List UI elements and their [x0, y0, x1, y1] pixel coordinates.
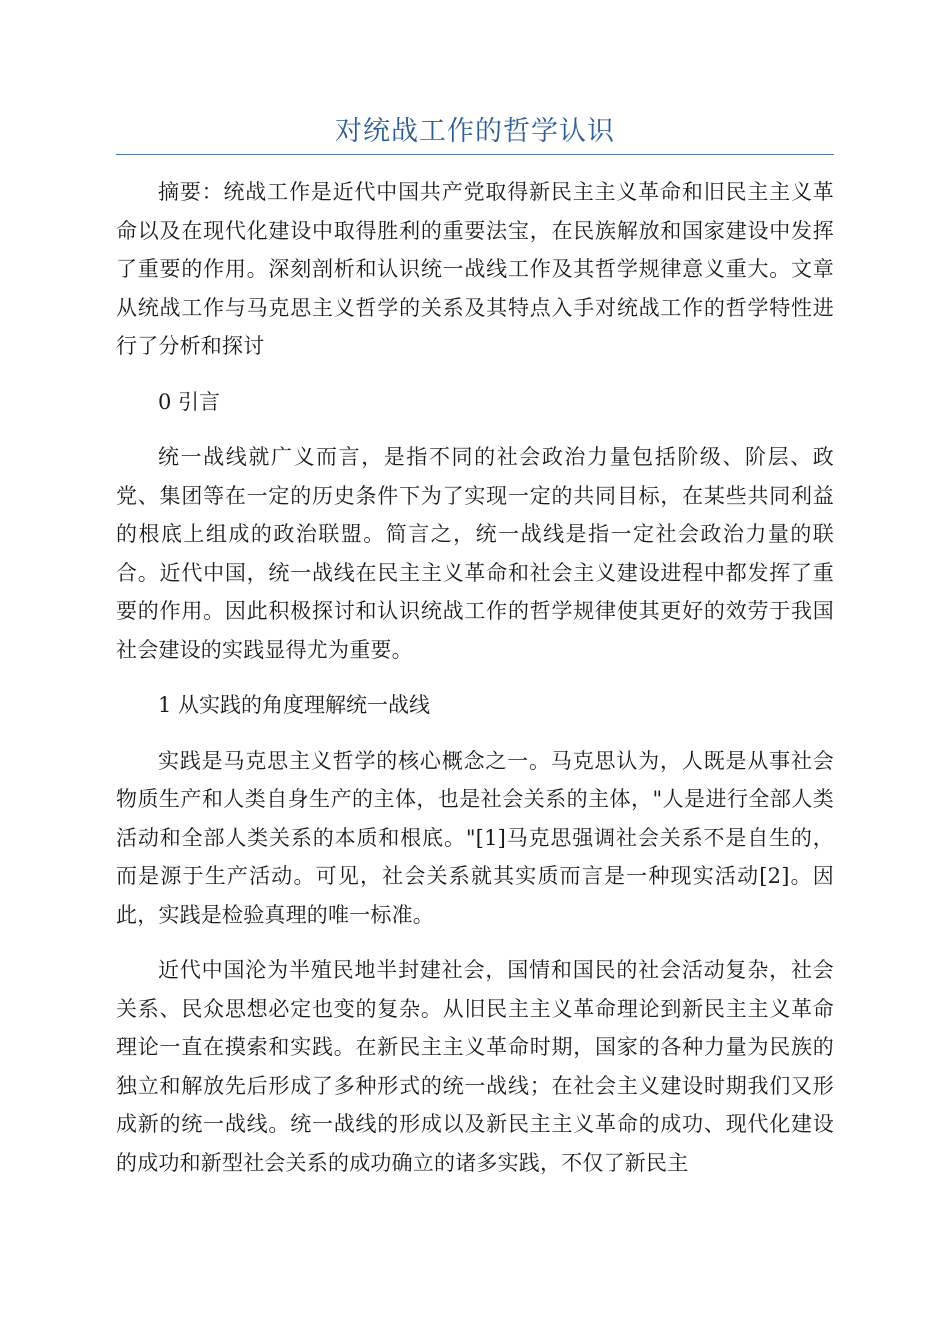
introduction-paragraph: 统一战线就广义而言，是指不同的社会政治力量包括阶级、阶层、政党、集团等在一定的历史条件下为了实现一定的共同目标，在某些共同利益的根底上组成的政治联盟。简言之，统一战线是指一定社会政治力量的联合。近代中国，统一战线在民主主义革命和社会主义建设进程中都发挥了重要的作用。因此积极探讨和认识统战工作的哲学规律使其更好的效劳于我国社会建设的实践显得尤为重要。 — [116, 445, 834, 662]
section-heading-introduction: 0 引言 — [158, 389, 221, 414]
section-heading-practice: 1 从实践的角度理解统一战线 — [158, 693, 431, 717]
document-title: 对统战工作的哲学认识 — [335, 116, 615, 147]
document-body — [116, 173, 834, 1199]
abstract-paragraph: 摘要：统战工作是近代中国共产党取得新民主主义革命和旧民主主义革命以及在现代化建设中取得胜利的重要法宝，在民族解放和国家建设中发挥了重要的作用。深刻剖析和认识统一战线工作及其哲学规律意义重大。文章从统战工作与马克思主义哲学的关系及其特点入手对统战工作的哲学特性进行了分析和探讨 — [116, 180, 834, 358]
practice-paragraph-2: 近代中国沦为半殖民地半封建社会，国情和国民的社会活动复杂，社会关系、民众思想必定也变的复杂。从旧民主主义革命理论到新民主主义革命理论一直在摸索和实践。在新民主主义革命时期，国家的各种力量为民族的独立和解放先后形成了多种形式的统一战线；在社会主义建设时期我们又形成新的统一战线。统一战线的形成以及新民主主义革命的成功、现代化建设的成功和新型社会关系的成功确立的诸多实践，不仅了新民主 — [116, 958, 834, 1175]
title-underline — [116, 154, 834, 155]
practice-paragraph-1: 实践是马克思主义哲学的核心概念之一。马克思认为，人既是从事社会物质生产和人类自身生产的主体，也是社会关系的主体，"人是进行全部人类活动和全部人类关系的本质和根底。"[1]马克思强调社会关系不是自生的，而是源于生产活动。可见，社会关系就其实质而言是一种现实活动[2]。因此，实践是检验真理的唯一标准。 — [116, 748, 834, 927]
